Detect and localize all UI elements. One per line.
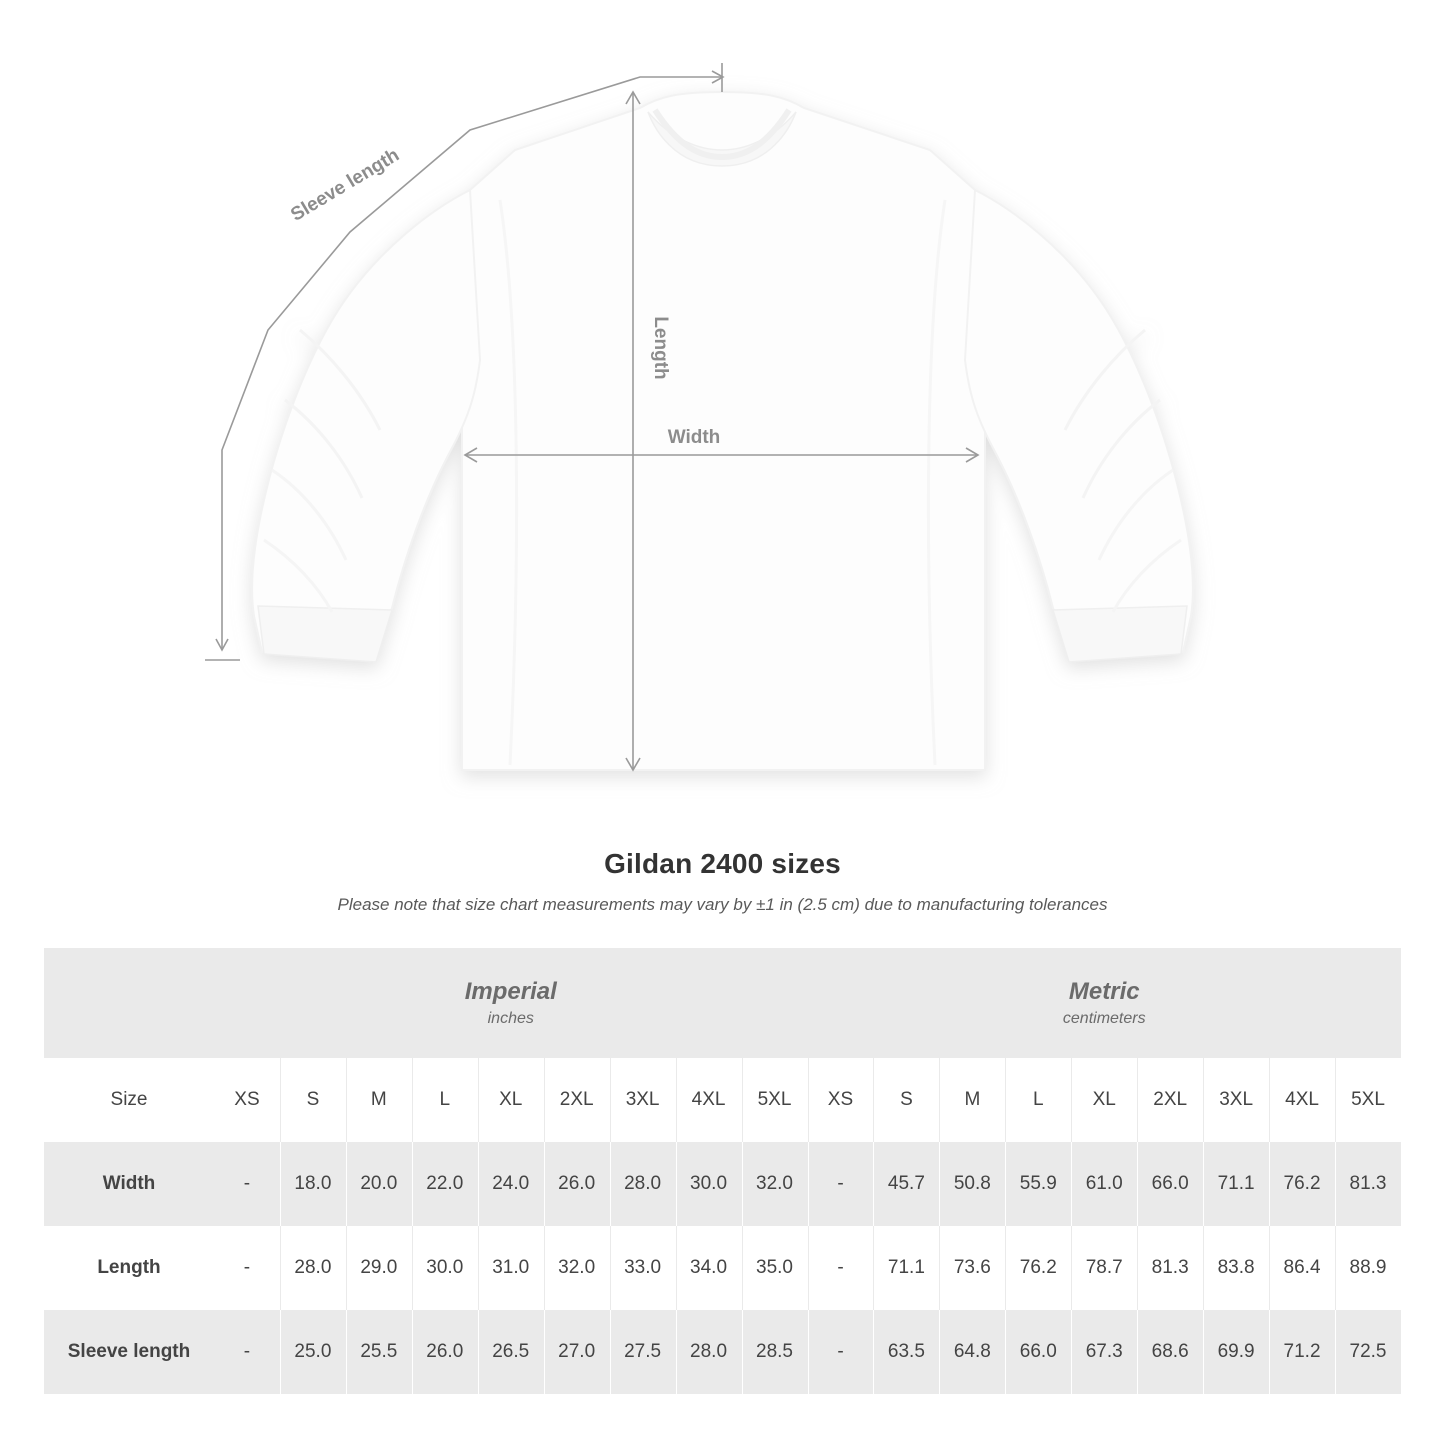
size-header-cell: S bbox=[280, 1058, 346, 1142]
measurement-cell: 81.3 bbox=[1137, 1226, 1203, 1310]
size-table-body bbox=[44, 1142, 1401, 1394]
row-label-cell: Width bbox=[44, 1142, 214, 1226]
measurement-cell: 66.0 bbox=[1137, 1142, 1203, 1226]
measurement-cell: 66.0 bbox=[1005, 1310, 1071, 1394]
measurement-cell: 18.0 bbox=[280, 1142, 346, 1226]
unit-header-spacer bbox=[44, 948, 214, 1058]
measurement-cell: 71.2 bbox=[1269, 1310, 1335, 1394]
row-label-cell: Sleeve length bbox=[44, 1310, 214, 1394]
size-header-cell: M bbox=[346, 1058, 412, 1142]
measurement-cell: 25.0 bbox=[280, 1310, 346, 1394]
size-header-cell: 2XL bbox=[1137, 1058, 1203, 1142]
table-row bbox=[44, 1310, 1401, 1394]
measurement-cell: 64.8 bbox=[939, 1310, 1005, 1394]
measurement-cell: 88.9 bbox=[1335, 1226, 1401, 1310]
measurement-cell: 26.5 bbox=[478, 1310, 544, 1394]
unit-header-row bbox=[44, 948, 1401, 1058]
measurement-cell: 27.0 bbox=[544, 1310, 610, 1394]
measurement-cell: 55.9 bbox=[1005, 1142, 1071, 1226]
size-header-label: Size bbox=[44, 1058, 214, 1142]
measurement-cell: 67.3 bbox=[1071, 1310, 1137, 1394]
size-header-row bbox=[44, 1058, 1401, 1142]
table-row bbox=[44, 1226, 1401, 1310]
measurement-cell: 35.0 bbox=[742, 1226, 808, 1310]
size-header-cell: M bbox=[939, 1058, 1005, 1142]
measurement-cell: 32.0 bbox=[544, 1226, 610, 1310]
size-header-cell: XS bbox=[808, 1058, 874, 1142]
size-chart-table-container bbox=[44, 948, 1401, 1394]
measurement-cell: 25.5 bbox=[346, 1310, 412, 1394]
measurement-cell: 78.7 bbox=[1071, 1226, 1137, 1310]
unit-header-metric bbox=[808, 948, 1401, 1058]
unit-metric-title: Metric bbox=[1068, 977, 1140, 1005]
measurement-cell: 69.9 bbox=[1203, 1310, 1269, 1394]
measurement-cell: 28.0 bbox=[610, 1142, 676, 1226]
measurement-cell: 24.0 bbox=[478, 1142, 544, 1226]
size-header-cell: XL bbox=[1071, 1058, 1137, 1142]
measurement-cell: 86.4 bbox=[1269, 1226, 1335, 1310]
size-header-cell: 3XL bbox=[1203, 1058, 1269, 1142]
measurement-cell: 83.8 bbox=[1203, 1226, 1269, 1310]
unit-header-imperial bbox=[214, 948, 808, 1058]
size-header-cell: L bbox=[1005, 1058, 1071, 1142]
shirt-shape bbox=[252, 92, 1193, 770]
measurement-cell: 33.0 bbox=[610, 1226, 676, 1310]
measurement-cell: 31.0 bbox=[478, 1226, 544, 1310]
measurement-cell: 61.0 bbox=[1071, 1142, 1137, 1226]
measurement-cell: 72.5 bbox=[1335, 1310, 1401, 1394]
measurement-cell: - bbox=[214, 1226, 280, 1310]
measurement-cell: 71.1 bbox=[873, 1226, 939, 1310]
page-title: Gildan 2400 sizes bbox=[604, 848, 841, 879]
sleeve-length-label: Sleeve length bbox=[287, 144, 404, 226]
unit-imperial-title: Imperial bbox=[464, 977, 557, 1005]
width-label: Width bbox=[667, 427, 721, 448]
measurement-cell: 22.0 bbox=[412, 1142, 478, 1226]
measurement-cell: - bbox=[214, 1310, 280, 1394]
measurement-cell: 34.0 bbox=[676, 1226, 742, 1310]
size-header-cell: 2XL bbox=[544, 1058, 610, 1142]
size-header-cell: XL bbox=[478, 1058, 544, 1142]
size-chart-table bbox=[44, 948, 1401, 1394]
measurement-cell: 68.6 bbox=[1137, 1310, 1203, 1394]
size-header-cell: 4XL bbox=[1269, 1058, 1335, 1142]
unit-imperial-sub: inches bbox=[487, 1010, 534, 1028]
measurement-cell: 45.7 bbox=[873, 1142, 939, 1226]
measurement-cell: 32.0 bbox=[742, 1142, 808, 1226]
size-header-cell: 5XL bbox=[1335, 1058, 1401, 1142]
measurement-cell: 30.0 bbox=[412, 1226, 478, 1310]
measurement-cell: 76.2 bbox=[1005, 1226, 1071, 1310]
size-header-cell: 4XL bbox=[676, 1058, 742, 1142]
size-header-cell: L bbox=[412, 1058, 478, 1142]
measurement-cell: 76.2 bbox=[1269, 1142, 1335, 1226]
measurement-cell: 30.0 bbox=[676, 1142, 742, 1226]
measurement-cell: 73.6 bbox=[939, 1226, 1005, 1310]
size-header-cell: 3XL bbox=[610, 1058, 676, 1142]
measurement-cell: 26.0 bbox=[544, 1142, 610, 1226]
unit-metric-sub: centimeters bbox=[1062, 1010, 1146, 1028]
measurement-cell: - bbox=[808, 1142, 874, 1226]
measurement-cell: 27.5 bbox=[610, 1310, 676, 1394]
size-header-cell: S bbox=[873, 1058, 939, 1142]
tolerance-note: Please note that size chart measurements may vary by ±1 in (2.5 cm) due to manufacturing tolerances bbox=[337, 895, 1108, 914]
table-row bbox=[44, 1142, 1401, 1226]
measurement-cell: - bbox=[808, 1226, 874, 1310]
measurement-cell: 50.8 bbox=[939, 1142, 1005, 1226]
length-label: Length bbox=[650, 316, 671, 380]
measurement-cell: 20.0 bbox=[346, 1142, 412, 1226]
measurement-cell: 28.5 bbox=[742, 1310, 808, 1394]
row-label-cell: Length bbox=[44, 1226, 214, 1310]
size-header-cell: XS bbox=[214, 1058, 280, 1142]
measurement-cell: - bbox=[214, 1142, 280, 1226]
measurement-cell: 29.0 bbox=[346, 1226, 412, 1310]
measurement-cell: 28.0 bbox=[676, 1310, 742, 1394]
measurement-cell: 28.0 bbox=[280, 1226, 346, 1310]
size-header-cell: 5XL bbox=[742, 1058, 808, 1142]
measurement-cell: 63.5 bbox=[873, 1310, 939, 1394]
measurement-cell: 26.0 bbox=[412, 1310, 478, 1394]
measurement-cell: 81.3 bbox=[1335, 1142, 1401, 1226]
measurement-cell: 71.1 bbox=[1203, 1142, 1269, 1226]
measurement-cell: - bbox=[808, 1310, 874, 1394]
